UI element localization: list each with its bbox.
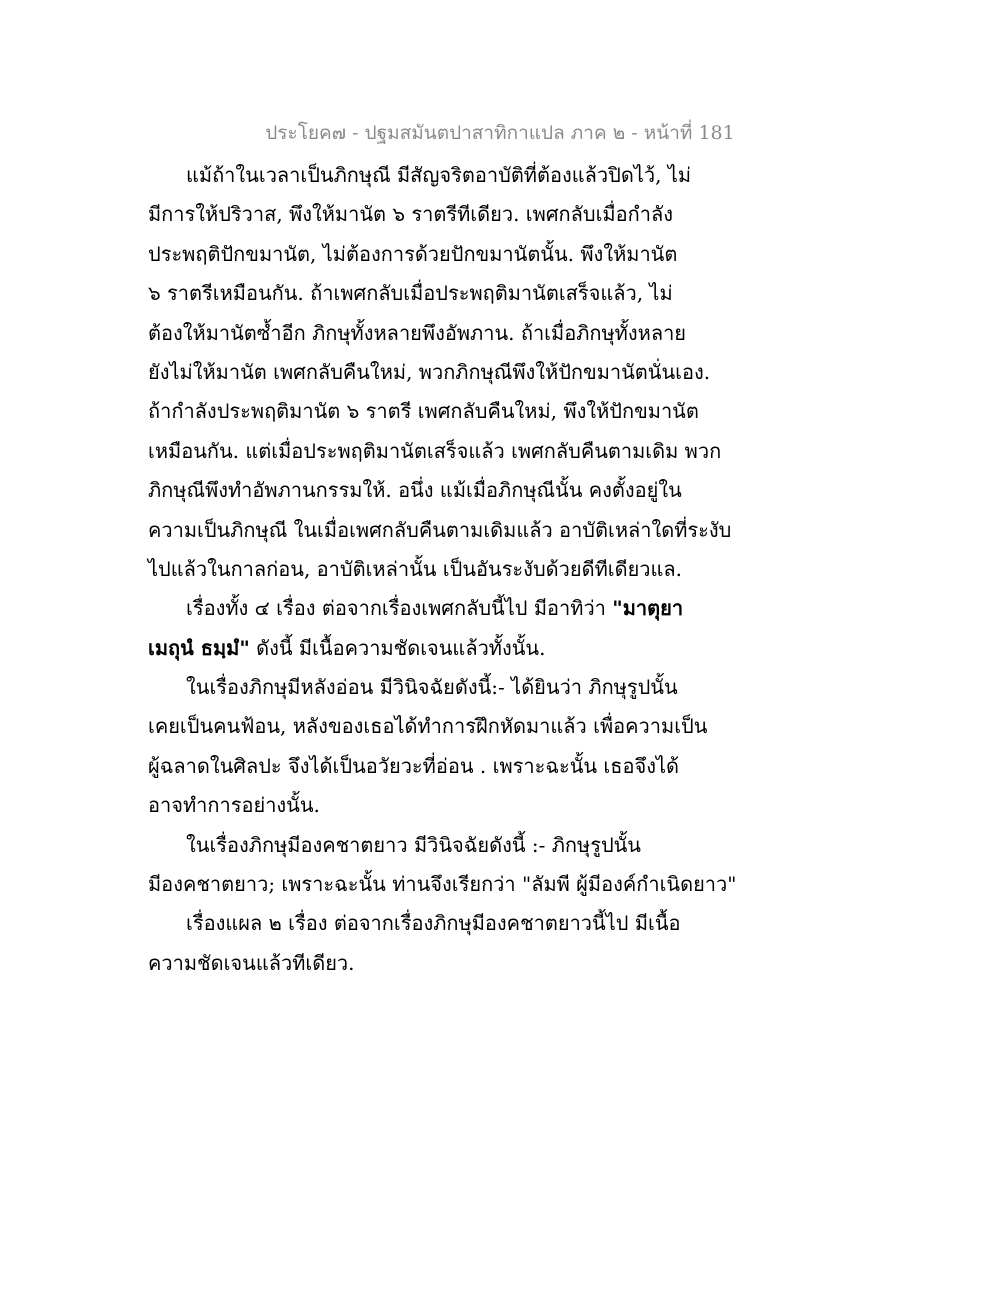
text-line: ในเรื่องภิกษุมีหลังอ่อน มีวินิจฉัยดังนี้:- ได้ยินว่า ภิกษุรูปนั้น bbox=[186, 675, 678, 700]
text-line bbox=[148, 629, 708, 668]
text-line: ต้องให้มานัตซ้ำอีก ภิกษุทั้งหลายพึงอัพภาน. ถ้าเมื่อภิกษุทั้งหลาย bbox=[148, 320, 687, 345]
pali-quote: เมถุนํ ธมฺมํ" bbox=[148, 635, 250, 660]
text-line: ไปแล้วในกาลก่อน, อาบัติเหล่านั้น เป็นอันระงับด้วยดีทีเดียวแล. bbox=[148, 556, 683, 581]
text-line: ยังไม่ให้มานัต เพศกลับคืนใหม่, พวกภิกษุณีพึงให้ปักขมานัตนั่นเอง. bbox=[148, 359, 711, 384]
pali-quote: "มาตุยา bbox=[612, 596, 684, 621]
text-line: อาจทำการอย่างนั้น. bbox=[148, 793, 320, 818]
text-line bbox=[148, 589, 708, 628]
text-line: มีองคชาตยาว; เพราะฉะนั้น ท่านจึงเรียกว่า "ลัมพี ผู้มีองค์กำเนิดยาว" bbox=[148, 872, 737, 897]
text-line: ความเป็นภิกษุณี ในเมื่อเพศกลับคืนตามเดิมแล้ว อาบัติเหล่าใดที่ระงับ bbox=[148, 517, 732, 542]
text-line: เคยเป็นคนฟ้อน, หลังของเธอได้ทำการฝึกหัดมาแล้ว เพื่อความเป็น bbox=[148, 714, 708, 739]
text-line: ถ้ากำลังประพฤติมานัต ๖ ราตรี เพศกลับคืนใหม่, พึงให้ปักขมานัต bbox=[148, 399, 699, 424]
body-text bbox=[148, 156, 737, 983]
text-run: เรื่องทั้ง ๔ เรื่อง ต่อจากเรื่องเพศกลับนี้ไป มีอาทิว่า bbox=[186, 596, 613, 621]
text-line: ในเรื่องภิกษุมีองคชาตยาว มีวินิจฉัยดังนี้ :- ภิกษุรูปนั้น bbox=[186, 832, 641, 857]
text-line: ความชัดเจนแล้วทีเดียว. bbox=[148, 950, 355, 975]
text-line: ประพฤติปักขมานัต, ไม่ต้องการด้วยปักขมานัตนั้น. พึงให้มานัต bbox=[148, 241, 678, 266]
text-line: เหมือนกัน. แต่เมื่อประพฤติมานัตเสร็จแล้ว เพศกลับคืนตามเดิม พวก bbox=[148, 438, 722, 463]
text-run: ดังนี้ มีเนื้อความชัดเจนแล้วทั้งนั้น. bbox=[249, 635, 546, 660]
text-line: ๖ ราตรีเหมือนกัน. ถ้าเพศกลับเมื่อประพฤติมานัตเสร็จแล้ว, ไม่ bbox=[148, 281, 673, 306]
running-header: ประโยค๗ - ปฐมสมันตปาสาทิกาแปล ภาค ๒ - หน้าที่ 181 bbox=[265, 122, 735, 144]
text-line: ภิกษุณีพึงทำอัพภานกรรมให้. อนึ่ง แม้เมื่อภิกษุณีนั้น คงตั้งอยู่ใน bbox=[148, 478, 682, 503]
text-line: ผู้ฉลาดในศิลปะ จึงได้เป็นอวัยวะที่อ่อน . เพราะฉะนั้น เธอจึงได้ bbox=[148, 753, 680, 778]
text-line: แม้ถ้าในเวลาเป็นภิกษุณี มีสัญจริตอาบัติที่ต้องแล้วปิดไว้, ไม่ bbox=[186, 163, 692, 187]
text-line: เรื่องแผล ๒ เรื่อง ต่อจากเรื่องภิกษุมีองคชาตยาวนี้ไป มีเนื้อ bbox=[186, 911, 681, 936]
text-line: มีการให้ปริวาส, พึงให้มานัต ๖ ราตรีทีเดียว. เพศกลับเมื่อกำลัง bbox=[148, 202, 673, 227]
